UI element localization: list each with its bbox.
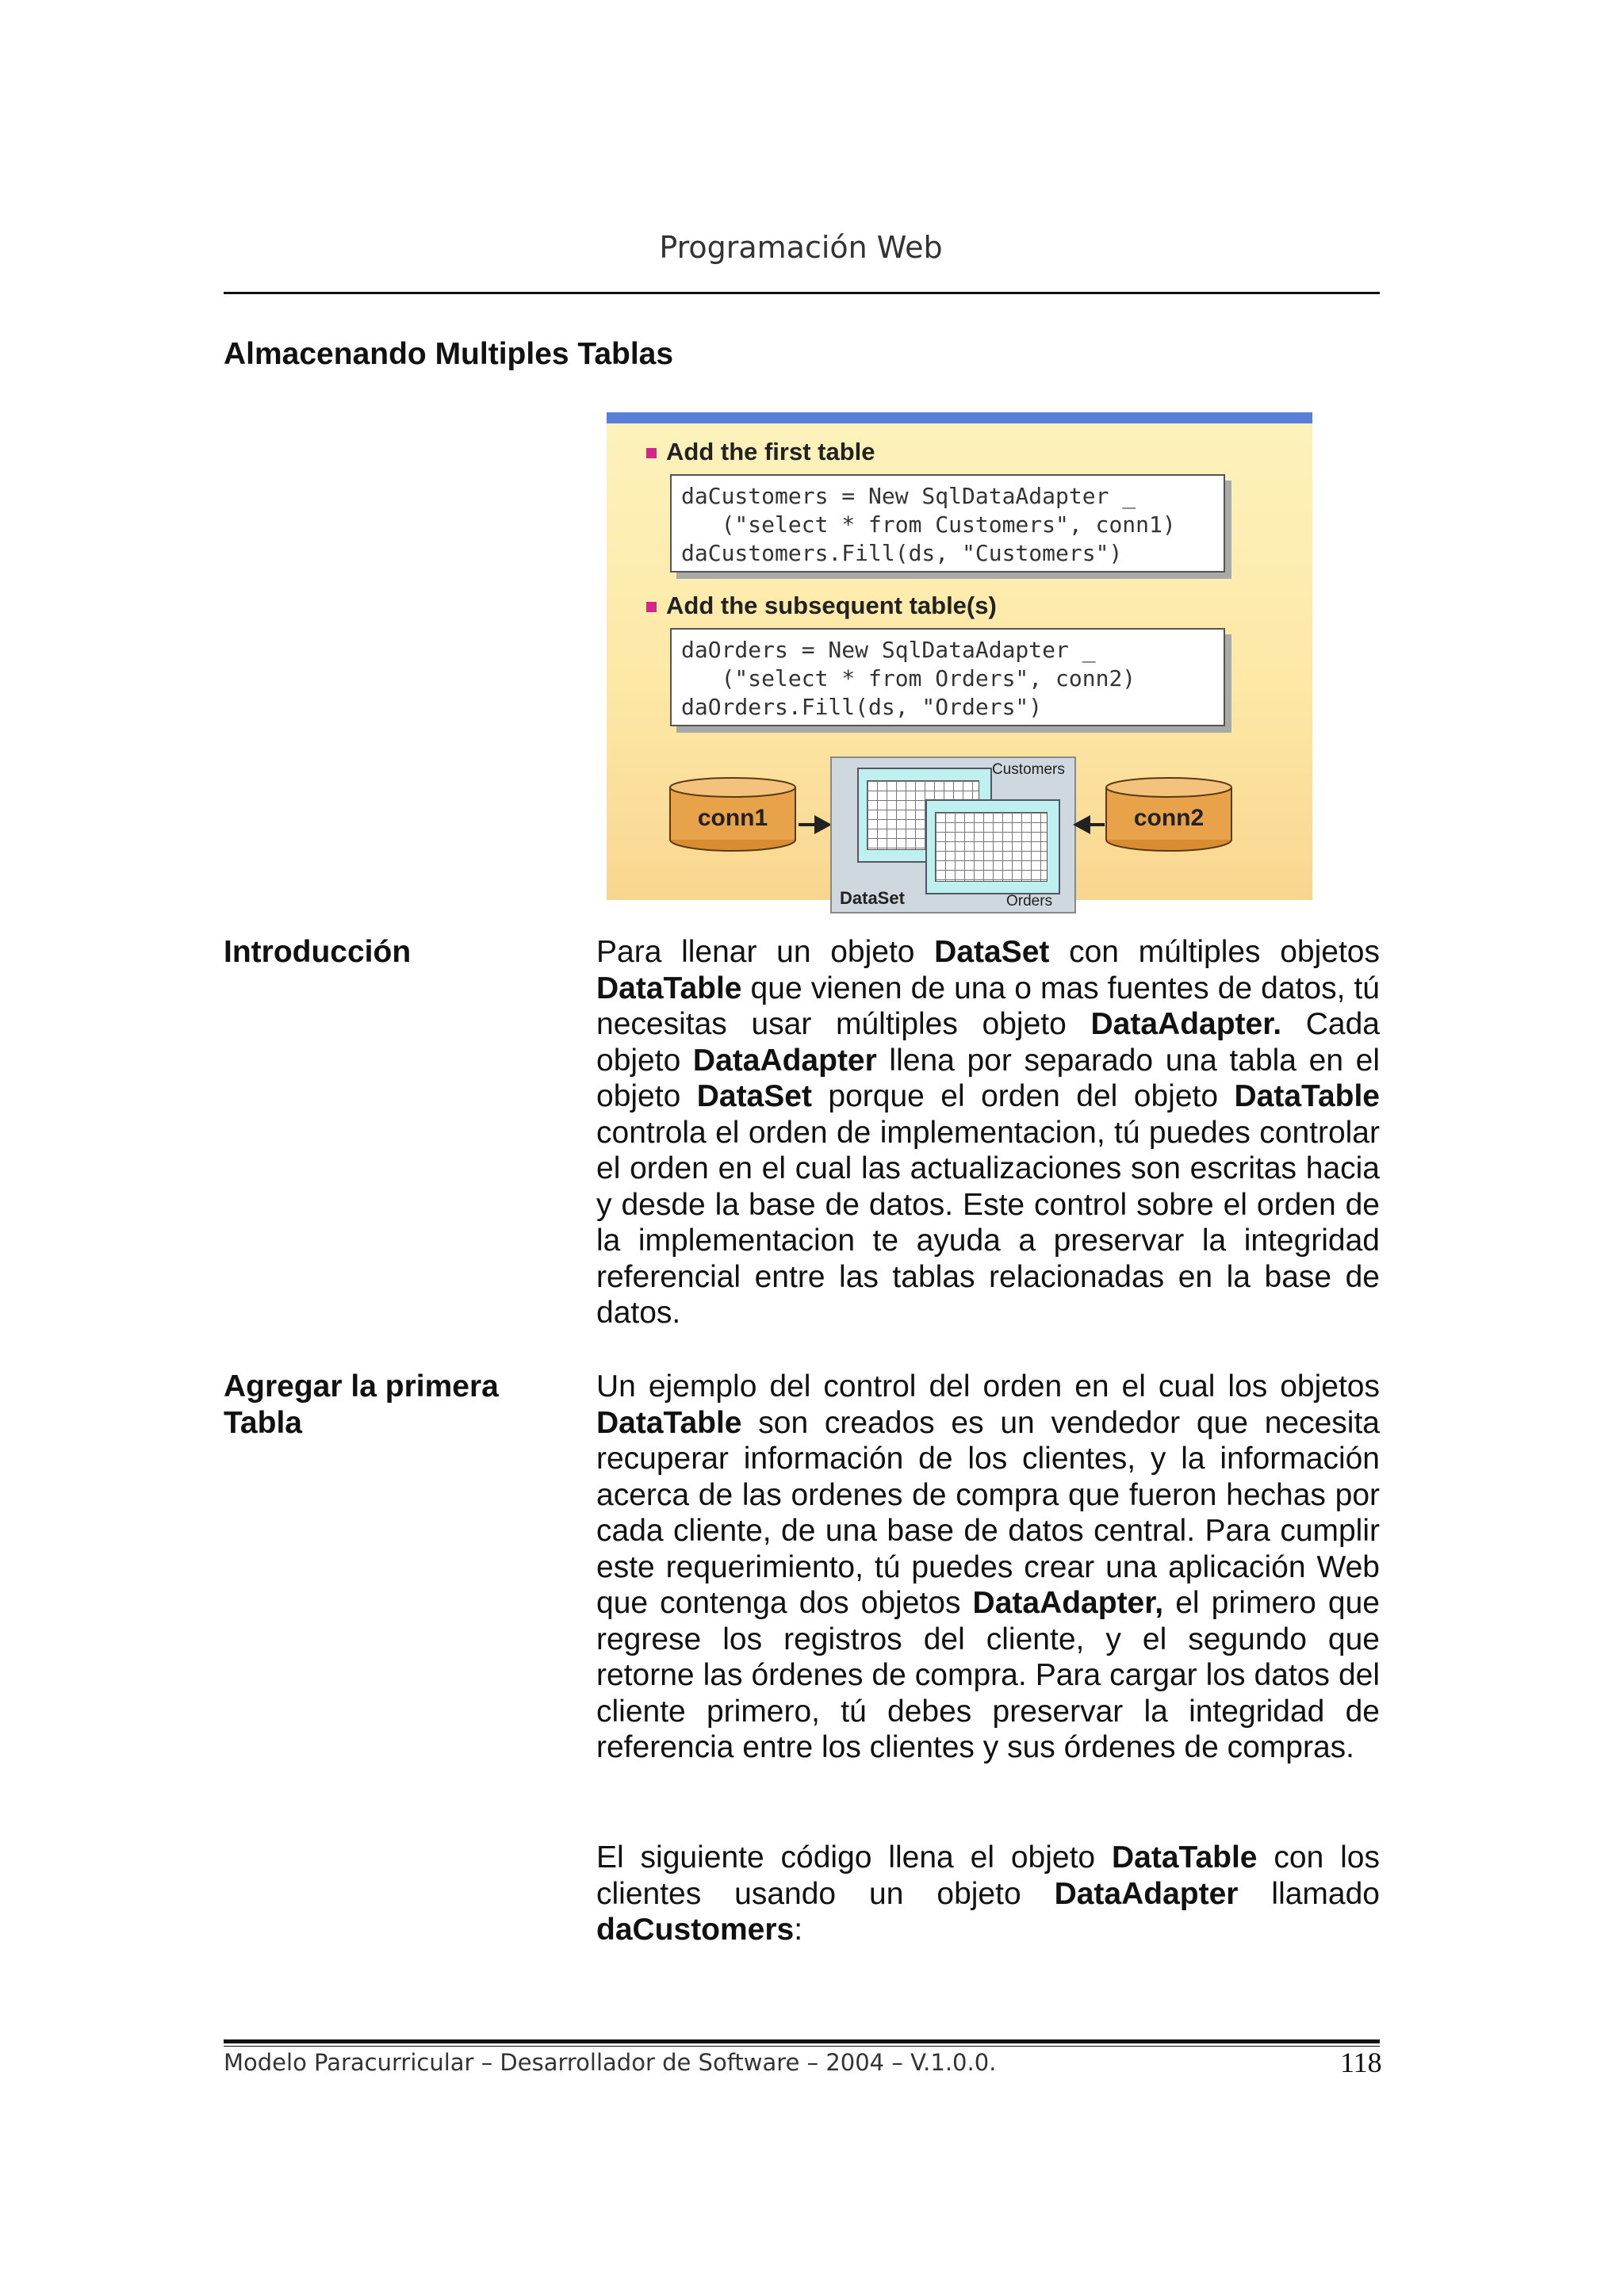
orders-table-label: Orders — [1006, 893, 1053, 910]
customers-table-label: Customers — [992, 761, 1065, 778]
figure-bullet-subsequent-tables: Add the subsequent table(s) — [646, 592, 997, 620]
conn2-label: conn2 — [1133, 805, 1205, 831]
intro-paragraph: Para llenar un objeto DataSet con múltiples objetos DataTable que vienen de una o mas fuentes de datos, tú necesitas usar múltiples objeto DataAdapter. Cada objeto DataAdapter llena por separado una tabla en el objeto DataSet porque el orden del objeto DataTable controla el orden de implementacion, tú puedes controlar el orden en el cual las actualizaciones son escritas hacia y desde la base de datos. Este control sobre el orden de la implementacion te ayuda a preservar la integridad referencial entre las tablas relacionadas en la base de datos. — [596, 935, 1380, 1330]
code-line: daCustomers.Fill(ds, "Customers") — [681, 540, 1123, 566]
bullet-icon — [646, 448, 657, 458]
figure-bullet-first-table: Add the first table — [646, 438, 875, 466]
bold-term: DataAdapter — [1054, 1876, 1239, 1911]
conn1-database-icon — [668, 776, 797, 852]
arrow-conn2-to-dataset — [1081, 823, 1105, 826]
code-box-customers — [670, 474, 1225, 573]
bold-term: DataTable — [1234, 1079, 1380, 1113]
first-table-paragraph: Un ejemplo del control del orden en el cual los objetos DataTable son creados es un vendedor que necesita recuperar información de los clientes, y la información acerca de las ordenes de compra que fueron hechas por cada cliente, de una base de datos central. Para cumplir este requerimiento, tú puedes crear una aplicación Web que contenga dos objetos DataAdapter, el primero que regrese los registros del cliente, y el segundo que retorne las órdenes de compra. Para cargar los datos del cliente primero, tú debes preservar la integridad de referencia entre los clientes y sus órdenes de compras. — [596, 1369, 1380, 1764]
section-title: Almacenando Multiples Tablas — [224, 337, 674, 371]
footer-rule — [224, 2039, 1380, 2043]
code-box-orders — [670, 628, 1225, 726]
page-header: Programación Web — [659, 230, 943, 265]
bold-term: daCustomers — [596, 1913, 795, 1947]
bullet-icon — [646, 602, 657, 612]
intro-label: Introducción — [224, 935, 412, 969]
code-line: ("select * from Orders", conn2) — [681, 665, 1136, 691]
orders-table-icon — [925, 799, 1060, 894]
page-number: 118 — [1340, 2047, 1382, 2078]
bold-term: DataAdapter, — [972, 1586, 1164, 1620]
footer-rule-thin — [224, 2046, 1380, 2047]
dataset-box — [830, 756, 1076, 913]
dataset-figure — [607, 412, 1312, 910]
code-line: daOrders = New SqlDataAdapter _ — [681, 637, 1096, 663]
code-line: daCustomers = New SqlDataAdapter _ — [681, 483, 1136, 509]
conn2-database-icon — [1105, 776, 1233, 852]
code-line: daOrders.Fill(ds, "Orders") — [681, 694, 1043, 720]
header-rule — [224, 292, 1380, 294]
bold-term: DataTable — [596, 971, 742, 1005]
code-intro-paragraph: El siguiente código llena el objeto DataTable con los clientes usando un objeto DataAdapter llamado daCustomers: — [596, 1840, 1380, 1947]
code-line: ("select * from Customers", conn1) — [681, 511, 1176, 538]
bold-term: DataTable — [596, 1405, 742, 1440]
bold-term: DataSet — [934, 935, 1050, 969]
bold-term: DataAdapter. — [1090, 1007, 1282, 1041]
footer-text: Modelo Paracurricular – Desarrollador de Software – 2004 – V.1.0.0. — [224, 2049, 997, 2076]
conn1-label: conn1 — [697, 805, 768, 831]
arrow-head-right-icon — [814, 815, 832, 834]
bold-term: DataSet — [696, 1079, 812, 1113]
dataset-label: DataSet — [840, 888, 905, 908]
first-table-label: Agregar la primera Tabla — [224, 1369, 499, 1440]
bold-term: DataAdapter — [692, 1043, 877, 1078]
bold-term: DataTable — [1112, 1840, 1258, 1875]
